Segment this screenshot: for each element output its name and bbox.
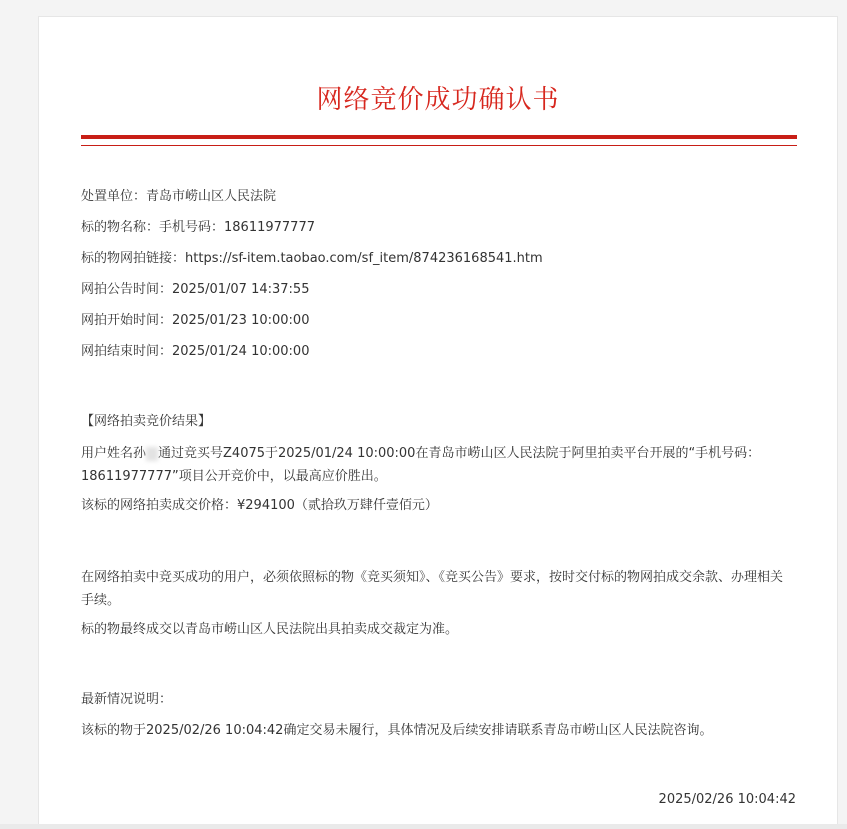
info-start-time-value: 2025/01/23 10:00:00 <box>172 313 310 328</box>
result-paragraph-rest: 通过竞买号Z4075于2025/01/24 10:00:00在青岛市崂山区人民法院于阿里拍卖平台开展的“手机号码：18611977777”项目公开竞价中，以最高应价胜出。 <box>81 446 761 484</box>
info-link-label: 标的物网拍链接： <box>81 251 186 266</box>
result-price: 该标的网络拍卖成交价格：¥294100（贰拾玖万肆仟壹佰元） <box>81 498 438 513</box>
document-timestamp: 2025/02/26 10:04:42 <box>658 792 796 807</box>
info-end-time <box>81 340 309 363</box>
info-unit <box>81 185 276 208</box>
page-title: 网络竞价成功确认书 <box>316 85 560 115</box>
info-item-name-value: 手机号码：18611977777 <box>159 220 315 235</box>
title-rule-thin <box>81 145 797 146</box>
info-start-time <box>81 309 309 332</box>
info-link <box>81 247 543 270</box>
result-paragraph-prefix: 用户姓名孙 <box>81 446 147 461</box>
info-end-time-value: 2025/01/24 10:00:00 <box>172 344 310 359</box>
result-paragraph <box>81 442 793 488</box>
info-item-name <box>81 216 315 239</box>
info-end-time-label: 网拍结束时间： <box>81 344 173 359</box>
result-heading: 【网络拍卖竞价结果】 <box>81 414 212 429</box>
confirmation-document <box>38 16 838 829</box>
notice-paragraph-2: 标的物最终成交以青岛市崂山区人民法院出具拍卖成交裁定为准。 <box>81 622 459 637</box>
info-link-value: https://sf-item.taobao.com/sf_item/874236168541.htm <box>185 251 543 266</box>
title-rule-thick <box>81 135 797 139</box>
info-notice-time-value: 2025/01/07 14:37:55 <box>172 282 310 297</box>
info-unit-value: 青岛市崂山区人民法院 <box>146 189 277 204</box>
info-item-name-label: 标的物名称： <box>81 220 160 235</box>
info-start-time-label: 网拍开始时间： <box>81 313 173 328</box>
info-notice-time-label: 网拍公告时间： <box>81 282 173 297</box>
latest-text: 该标的物于2025/02/26 10:04:42确定交易未履行，具体情况及后续安排请联系青岛市崂山区人民法院咨询。 <box>81 723 713 738</box>
latest-heading: 最新情况说明： <box>81 692 173 707</box>
notice-paragraph-1: 在网络拍卖中竞买成功的用户，必须依照标的物《竞买须知》、《竞买公告》要求，按时交付标的物网拍成交余款、办理相关手续。 <box>81 570 784 608</box>
redacted-name-blur <box>146 447 158 461</box>
info-unit-label: 处置单位： <box>81 189 147 204</box>
info-notice-time <box>81 278 309 301</box>
bottom-scroll-edge <box>0 824 847 829</box>
